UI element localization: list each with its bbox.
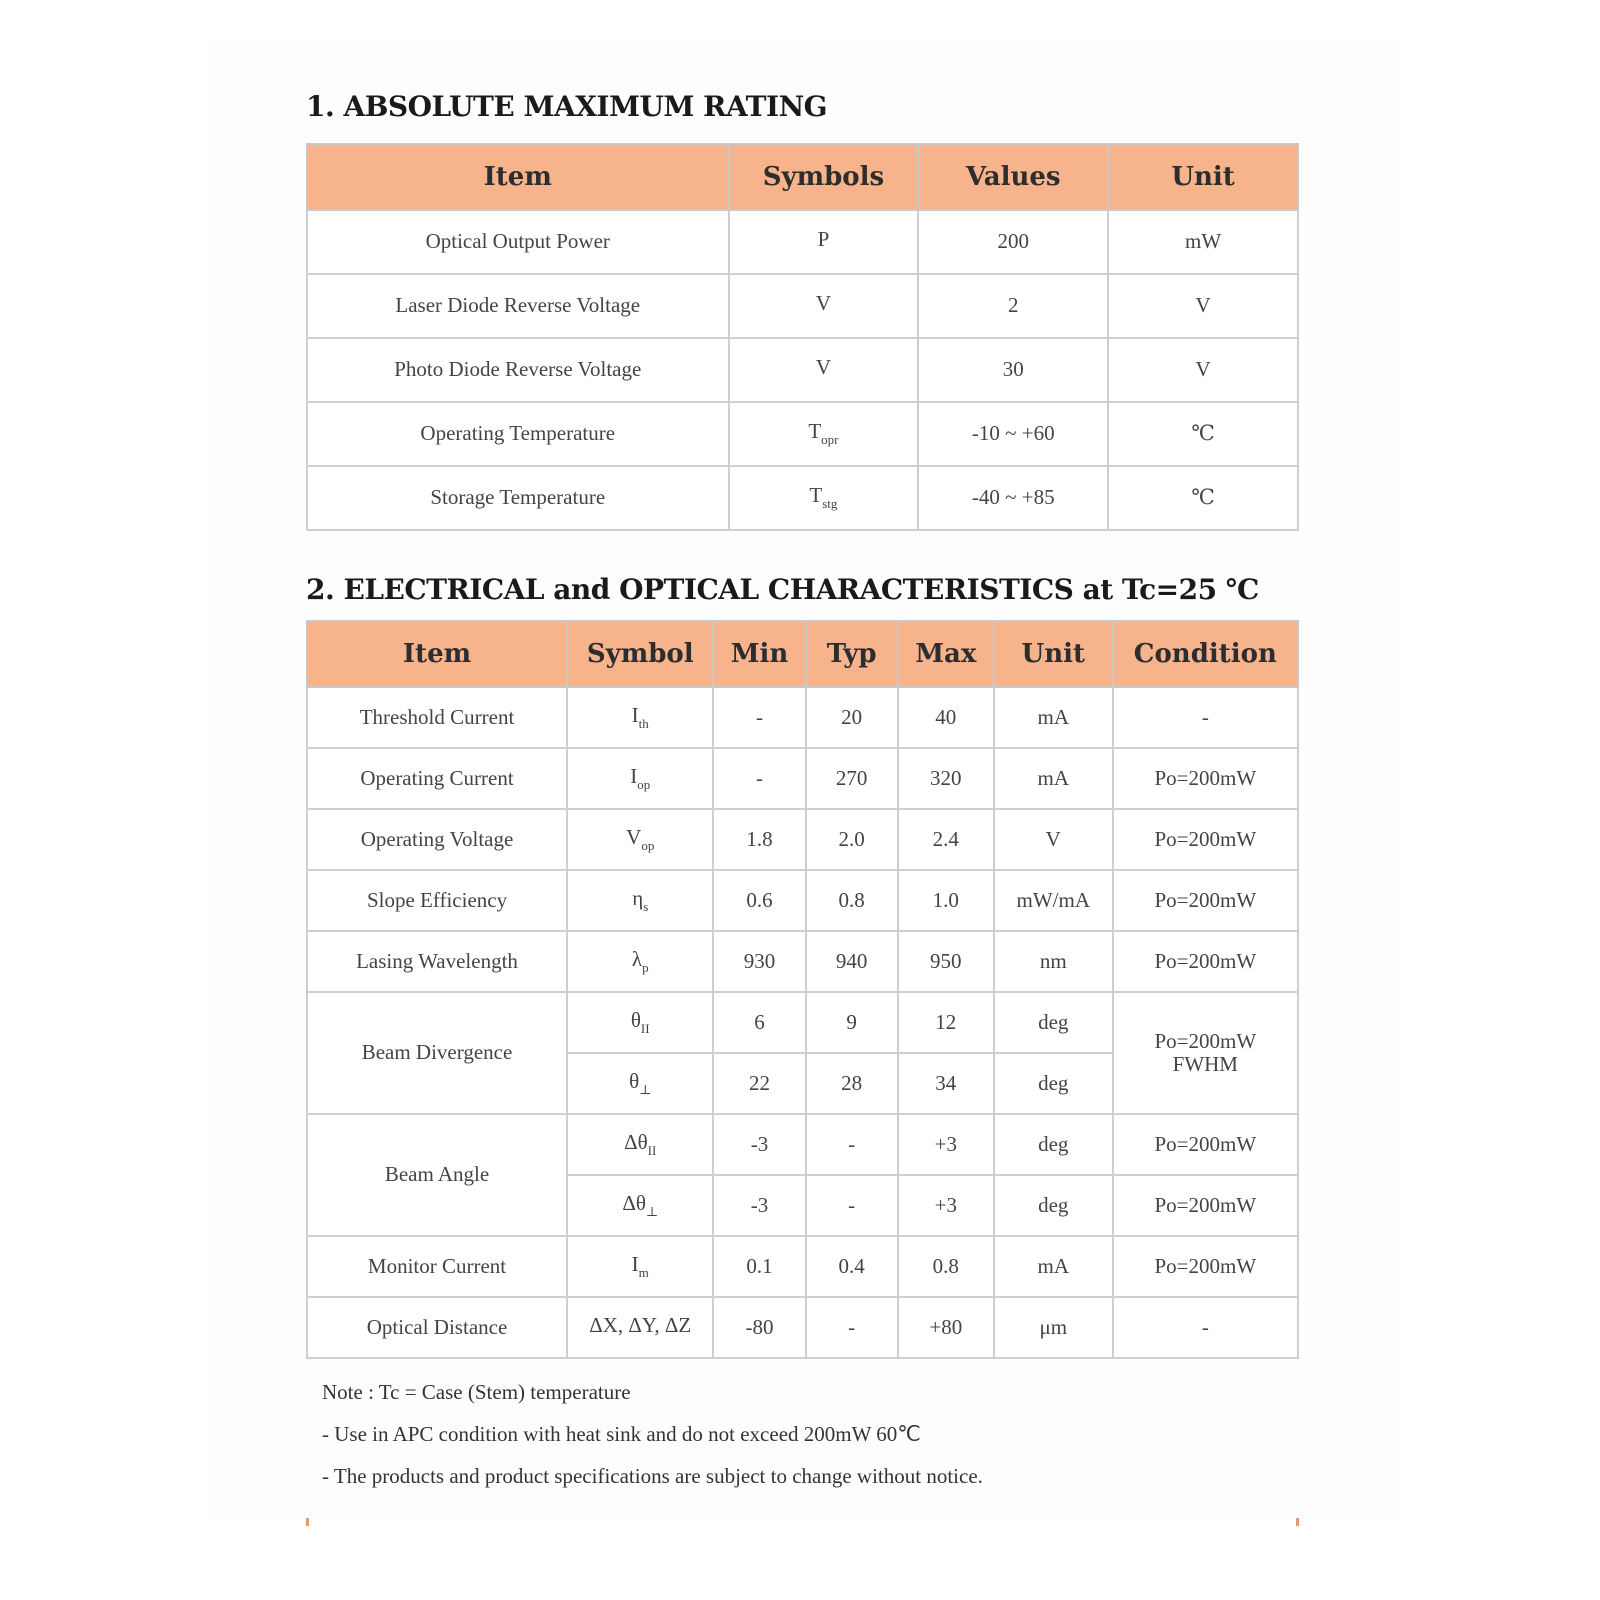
electrical-optical-table <box>306 620 1299 1359</box>
typ-cell: 0.8 <box>806 870 898 931</box>
symbol-cell <box>567 992 713 1053</box>
header-symbol: Symbol <box>567 621 713 687</box>
unit-cell: ℃ <box>1108 402 1298 466</box>
condition-cell <box>1113 992 1298 1114</box>
max-cell: +80 <box>898 1297 994 1358</box>
table-row <box>307 466 1298 530</box>
unit-cell: V <box>994 809 1113 870</box>
max-cell: 2.4 <box>898 809 994 870</box>
header-symbols: Symbols <box>729 144 919 210</box>
note-line: - The products and product specifications are subject to change without notice. <box>322 1464 983 1488</box>
symbol-subscript: ⊥ <box>639 1081 652 1097</box>
typ-cell: 28 <box>806 1053 898 1114</box>
symbol-cell <box>567 1053 713 1114</box>
value-cell: -10 ~ +60 <box>918 402 1108 466</box>
unit-cell: ℃ <box>1108 466 1298 530</box>
header-item: Item <box>307 621 567 687</box>
max-cell: 40 <box>898 687 994 748</box>
table-row <box>307 338 1298 402</box>
item-cell: Beam Angle <box>307 1114 567 1236</box>
symbol: I <box>630 763 638 788</box>
item-cell: Monitor Current <box>307 1236 567 1297</box>
max-cell: 34 <box>898 1053 994 1114</box>
condition-cell: Po=200mW <box>1113 748 1298 809</box>
max-cell: 0.8 <box>898 1236 994 1297</box>
max-cell: +3 <box>898 1114 994 1175</box>
symbol-cell <box>567 1236 713 1297</box>
item-cell: Slope Efficiency <box>307 870 567 931</box>
condition-cell: Po=200mW <box>1113 931 1298 992</box>
symbol-cell <box>729 274 919 338</box>
header-min: Min <box>713 621 805 687</box>
table-row <box>307 1297 1298 1358</box>
symbol-subscript: ⊥ <box>645 1203 659 1219</box>
unit-cell: mA <box>994 1236 1113 1297</box>
condition-cell: Po=200mW <box>1113 1114 1298 1175</box>
condition-cell: - <box>1113 1297 1298 1358</box>
min-cell: 1.8 <box>713 809 805 870</box>
condition-line: Po=200mW <box>1154 1028 1257 1053</box>
typ-cell: 940 <box>806 931 898 992</box>
symbol: T <box>808 419 822 444</box>
table-row <box>307 210 1298 274</box>
symbol-subscript: opr <box>821 432 839 448</box>
symbol-subscript: II <box>647 1142 657 1158</box>
header-values: Values <box>918 144 1108 210</box>
symbol: I <box>631 702 639 727</box>
max-cell: 320 <box>898 748 994 809</box>
min-cell: - <box>713 687 805 748</box>
unit-cell: μm <box>994 1297 1113 1358</box>
symbol-cell <box>567 687 713 748</box>
header-item: Item <box>307 144 729 210</box>
value-cell: 200 <box>918 210 1108 274</box>
table-row <box>307 402 1298 466</box>
unit-cell: mW/mA <box>994 870 1113 931</box>
symbol: λ <box>631 946 643 971</box>
item-cell: Lasing Wavelength <box>307 931 567 992</box>
symbol-subscript: op <box>641 837 655 853</box>
item-cell: Optical Distance <box>307 1297 567 1358</box>
item-cell: Storage Temperature <box>307 466 729 530</box>
symbol-cell <box>567 1175 713 1236</box>
min-cell: 6 <box>713 992 805 1053</box>
table-row <box>307 274 1298 338</box>
item-cell: Laser Diode Reverse Voltage <box>307 274 729 338</box>
table-header-row <box>307 144 1298 210</box>
item-cell: Optical Output Power <box>307 210 729 274</box>
symbol: I <box>631 1251 639 1276</box>
unit-cell: mA <box>994 748 1113 809</box>
page-corner-mark <box>1296 1518 1299 1526</box>
typ-cell: - <box>806 1175 898 1236</box>
typ-cell: 0.4 <box>806 1236 898 1297</box>
table-row <box>307 809 1298 870</box>
symbol: V <box>815 355 831 380</box>
symbol-subscript: stg <box>822 496 838 512</box>
min-cell: -3 <box>713 1175 805 1236</box>
unit-cell: deg <box>994 1175 1113 1236</box>
symbol-subscript: m <box>638 1264 649 1280</box>
symbol-cell <box>729 402 919 466</box>
symbol: V <box>626 824 642 849</box>
symbol: V <box>815 291 831 316</box>
min-cell: - <box>713 748 805 809</box>
table-row <box>307 992 1298 1053</box>
symbol-cell <box>729 210 919 274</box>
max-cell: 12 <box>898 992 994 1053</box>
typ-cell: 2.0 <box>806 809 898 870</box>
min-cell: 22 <box>713 1053 805 1114</box>
symbol: P <box>817 227 830 252</box>
symbol-cell <box>567 809 713 870</box>
item-cell: Beam Divergence <box>307 992 567 1114</box>
max-cell: 1.0 <box>898 870 994 931</box>
header-unit: Unit <box>1108 144 1298 210</box>
symbol: Δθ <box>624 1129 648 1154</box>
typ-cell: - <box>806 1297 898 1358</box>
value-cell: -40 ~ +85 <box>918 466 1108 530</box>
unit-cell: mW <box>1108 210 1298 274</box>
condition-cell: Po=200mW <box>1113 1236 1298 1297</box>
unit-cell: deg <box>994 1114 1113 1175</box>
min-cell: -3 <box>713 1114 805 1175</box>
condition-cell: Po=200mW <box>1113 870 1298 931</box>
symbol-cell <box>567 931 713 992</box>
table-row <box>307 1236 1298 1297</box>
item-cell: Threshold Current <box>307 687 567 748</box>
table-row <box>307 748 1298 809</box>
unit-cell: V <box>1108 338 1298 402</box>
symbol-subscript: p <box>642 959 649 975</box>
symbol: Δθ <box>622 1190 646 1215</box>
item-cell: Photo Diode Reverse Voltage <box>307 338 729 402</box>
max-cell: +3 <box>898 1175 994 1236</box>
max-cell: 950 <box>898 931 994 992</box>
table-row <box>307 687 1298 748</box>
symbol: θ <box>630 1007 641 1032</box>
table-row <box>307 931 1298 992</box>
typ-cell: 9 <box>806 992 898 1053</box>
condition-line: FWHM <box>1172 1052 1238 1076</box>
value-cell: 2 <box>918 274 1108 338</box>
page-corner-mark <box>306 1518 309 1526</box>
symbol: ΔX, ΔY, ΔZ <box>589 1312 692 1337</box>
absolute-max-rating-table <box>306 143 1299 531</box>
section-title-absolute-max: 1. ABSOLUTE MAXIMUM RATING <box>306 90 828 123</box>
unit-cell: mA <box>994 687 1113 748</box>
min-cell: 0.6 <box>713 870 805 931</box>
symbol-cell <box>567 1297 713 1358</box>
symbol-cell <box>729 338 919 402</box>
symbol-subscript: op <box>637 776 651 792</box>
item-cell: Operating Voltage <box>307 809 567 870</box>
value-cell: 30 <box>918 338 1108 402</box>
symbol: θ <box>629 1068 640 1093</box>
unit-cell: deg <box>994 1053 1113 1114</box>
header-max: Max <box>898 621 994 687</box>
unit-cell: V <box>1108 274 1298 338</box>
typ-cell: 20 <box>806 687 898 748</box>
symbol: T <box>809 483 823 508</box>
symbol-cell <box>567 748 713 809</box>
header-unit: Unit <box>994 621 1113 687</box>
symbol-cell <box>729 466 919 530</box>
condition-cell: Po=200mW <box>1113 1175 1298 1236</box>
typ-cell: 270 <box>806 748 898 809</box>
symbol-cell <box>567 870 713 931</box>
typ-cell: - <box>806 1114 898 1175</box>
header-typ: Typ <box>806 621 898 687</box>
unit-cell: nm <box>994 931 1113 992</box>
notes <box>322 1380 983 1506</box>
header-condition: Condition <box>1113 621 1298 687</box>
symbol-subscript: II <box>640 1020 650 1036</box>
min-cell: 930 <box>713 931 805 992</box>
min-cell: 0.1 <box>713 1236 805 1297</box>
symbol: η <box>632 885 644 910</box>
note-line: - Use in APC condition with heat sink and do not exceed 200mW 60℃ <box>322 1422 921 1446</box>
unit-cell: deg <box>994 992 1113 1053</box>
min-cell: -80 <box>713 1297 805 1358</box>
symbol-subscript: s <box>643 898 649 914</box>
symbol-cell <box>567 1114 713 1175</box>
table-row <box>307 870 1298 931</box>
section-title-electrical-optical: 2. ELECTRICAL and OPTICAL CHARACTERISTICS at Tc=25 ℃ <box>306 573 1259 606</box>
symbol-subscript: th <box>638 715 649 731</box>
condition-cell: Po=200mW <box>1113 809 1298 870</box>
table-row <box>307 1114 1298 1175</box>
item-cell: Operating Current <box>307 748 567 809</box>
note-line: Note : Tc = Case (Stem) temperature <box>322 1380 631 1404</box>
condition-cell: - <box>1113 687 1298 748</box>
table-header-row <box>307 621 1298 687</box>
item-cell: Operating Temperature <box>307 402 729 466</box>
